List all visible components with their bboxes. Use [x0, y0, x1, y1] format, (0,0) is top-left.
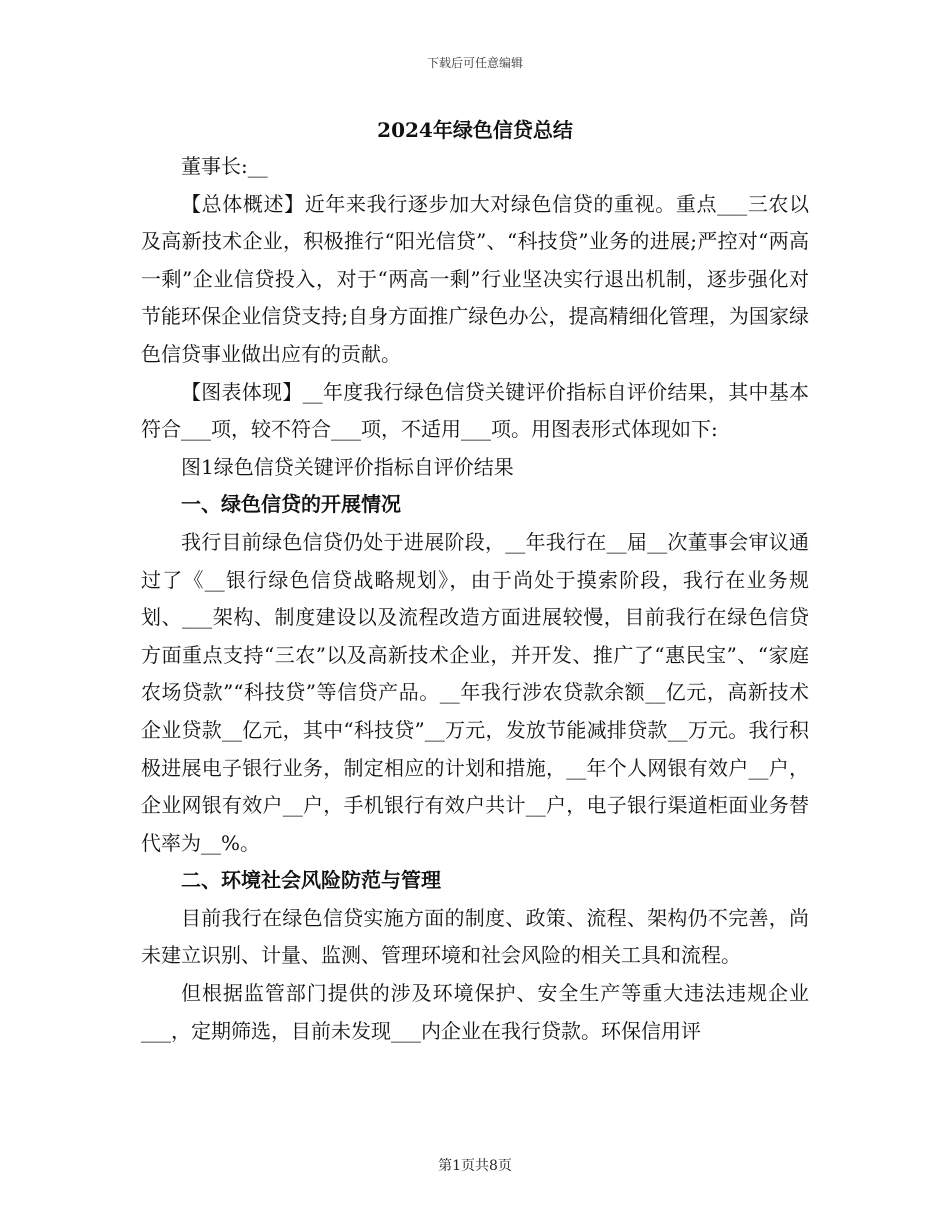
paragraph-section-2a: 目前我行在绿色信贷实施方面的制度、政策、流程、架构仍不完善，尚未建立识别、计量、监测、管理环境和社会风险的相关工具和流程。 — [141, 905, 809, 968]
figure-caption: 图1绿色信贷关键评价指标自评价结果 — [181, 454, 514, 479]
document-body — [141, 148, 809, 1050]
paragraph-section-1: 我行目前绿色信贷仍处于进展阶段，__年我行在__届__次董事会审议通过了《__银行绿色信贷战略规划》，由于尚处于摸索阶段，我行在业务规划、___架构、制度建设以及流程改造方面进展较慢，目前我行在绿色信贷方面重点支持“三农”以及高新技术企业，并开发、推广了“惠民宝”、“家庭农场贷款”“科技贷”等信贷产品。__年我行涉农贷款余额__亿元，高新技术企业贷款__亿元，其中“科技贷”__万元，发放节能减排贷款__万元。我行积极进展电子银行业务，制定相应的计划和措施，__年个人网银有效户__户，企业网银有效户__户，手机银行有效户共计__户，电子银行渠道柜面业务替代率为__%。 — [141, 529, 809, 855]
paragraph-chart-summary: 【图表体现】__年度我行绿色信贷关键评价指标自评价结果，其中基本符合___项，较不符合___项，不适用___项。用图表形式体现如下: — [141, 379, 809, 442]
page-title: 2024年绿色信贷总结 — [377, 118, 573, 142]
section-heading-1: 一、绿色信贷的开展情况 — [181, 492, 401, 517]
paragraph-section-2b: 但根据监管部门提供的涉及环境保护、安全生产等重大违法违规企业___，定期筛选，目前未发现___内企业在我行贷款。环保信用评 — [141, 981, 809, 1043]
header-note: 下载后可任意编辑 — [426, 56, 523, 70]
paragraph-addressee: 董事长:__ — [181, 154, 268, 178]
section-heading-2: 二、环境社会风险防范与管理 — [181, 868, 441, 893]
page-number: 第1页共8页 — [438, 1158, 512, 1174]
paragraph-overview: 【总体概述】近年来我行逐步加大对绿色信贷的重视。重点___三农以及高新技术企业，积极推行“阳光信贷”、“科技贷”业务的进展;严控对“两高一剩”企业信贷投入，对于“两高一剩”行业坚决实行退出机制，逐步强化对节能环保企业信贷支持;自身方面推广绿色办公，提高精细化管理，为国家绿色信贷事业做出应有的贡献。 — [141, 191, 809, 366]
